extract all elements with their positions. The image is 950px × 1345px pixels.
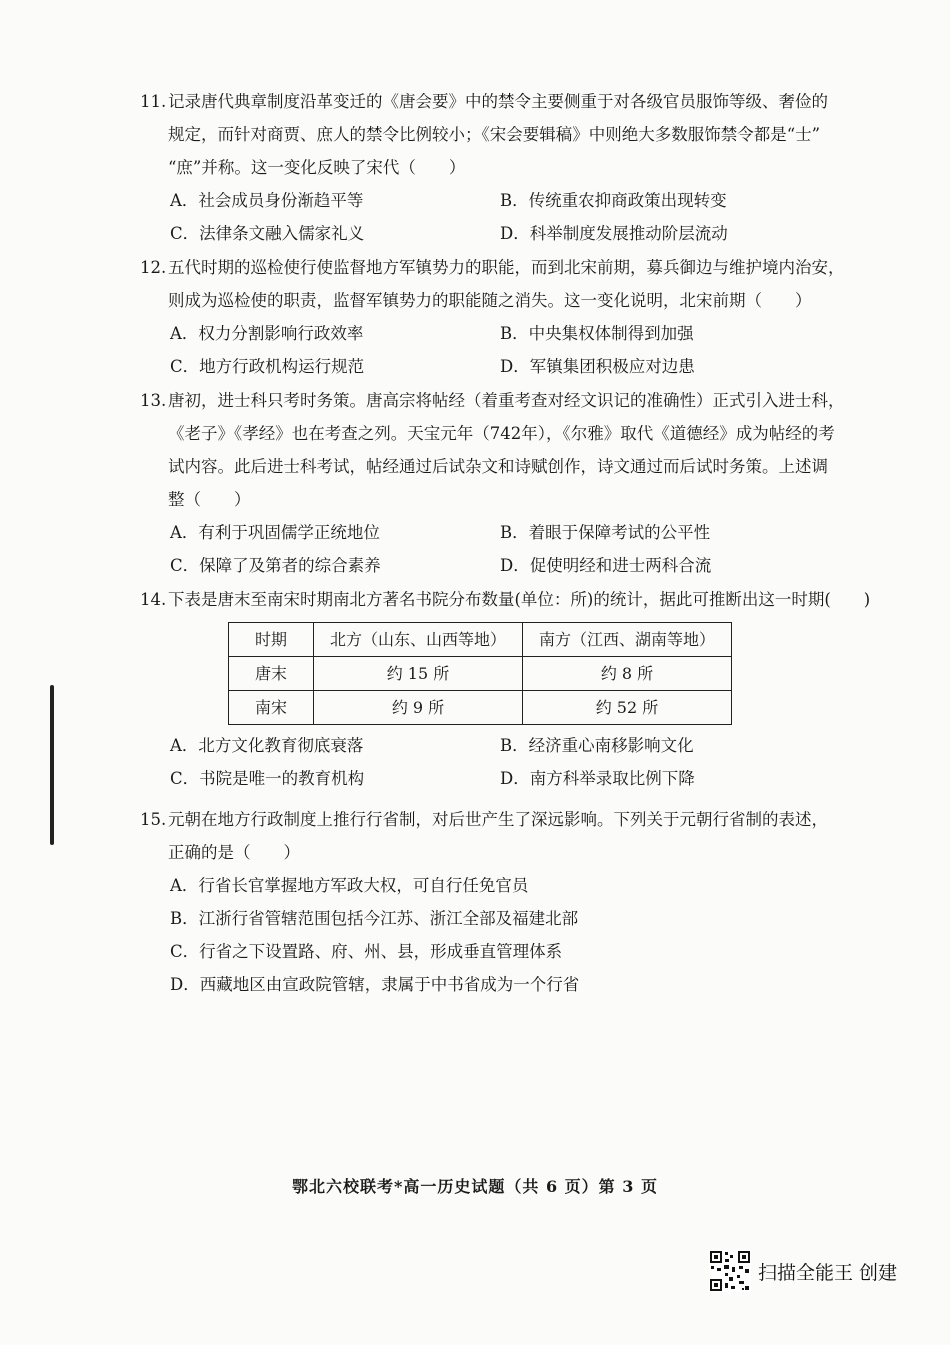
table-cell: 约 15 所: [314, 657, 523, 691]
option-a: A．权力分割影响行政效率: [170, 324, 364, 343]
option-d: D．促使明经和进士两科合流: [500, 556, 712, 575]
table-header-cell: 北方（山东、山西等地）: [314, 623, 523, 657]
option-c: C．地方行政机构运行规范: [170, 357, 365, 376]
academy-distribution-table: [228, 622, 732, 725]
question-number: 15.: [140, 810, 167, 829]
table-cell: 约 9 所: [314, 691, 523, 725]
question-text-line: 则成为巡检使的职责，监督军镇势力的职能随之消失。这一变化说明，北宋前期（ ）: [168, 291, 812, 310]
option-c: C．书院是唯一的教育机构: [170, 769, 365, 788]
option-b: B．着眼于保障考试的公平性: [500, 523, 711, 542]
table-header-cell: 时期: [229, 623, 314, 657]
question-text-line: 规定，而针对商贾、庶人的禁令比例较小；《宋会要辑稿》中则绝大多数服饰禁令都是“士”: [168, 125, 821, 144]
question-number: 12.: [140, 258, 167, 277]
question-14: [140, 583, 871, 795]
question-text-line: 五代时期的巡检使行使监督地方军镇势力的职能，而到北宋前期，募兵御边与维护境内治安，: [168, 258, 845, 277]
option-a: A．有利于巩固儒学正统地位: [170, 523, 380, 542]
question-13: [140, 384, 845, 582]
option-d: D．科举制度发展推动阶层流动: [500, 224, 728, 243]
option-a: A．行省长官掌握地方军政大权，可自行任免官员: [170, 876, 529, 895]
table-row: [229, 691, 732, 725]
option-d: D．军镇集团积极应对边患: [500, 357, 695, 376]
option-b: B．传统重农抑商政策出现转变: [500, 191, 727, 210]
question-number: 13.: [140, 391, 167, 410]
option-d: D．南方科举录取比例下降: [500, 769, 695, 788]
page-footer: 鄂北六校联考*高一历史试题（共 6 页）第 3 页: [292, 1177, 658, 1196]
option-a: A．社会成员身份渐趋平等: [170, 191, 364, 210]
table-cell: 约 52 所: [523, 691, 732, 725]
option-c: C．保障了及第者的综合素养: [170, 556, 381, 575]
table-cell: 南宋: [229, 691, 314, 725]
table-cell: 约 8 所: [523, 657, 732, 691]
question-text-line: 《老子》《孝经》也在考查之列。天宝元年（742年），《尔雅》取代《道德经》成为帖经的考: [168, 424, 835, 443]
option-a: A．北方文化教育彻底衰落: [170, 736, 364, 755]
option-b: B．江浙行省管辖范围包括今江苏、浙江全部及福建北部: [170, 909, 579, 928]
qr-code-icon: [709, 1250, 751, 1292]
question-11: [140, 85, 840, 250]
question-text-line: 唐初，进士科只考时务策。唐高宗将帖经（着重考查对经文识记的准确性）正式引入进士科，: [168, 391, 845, 410]
option-c: C．法律条文融入儒家礼义: [170, 224, 365, 243]
option-c: C．行省之下设置路、府、州、县，形成垂直管理体系: [170, 942, 563, 961]
question-text-line: 正确的是（ ）: [168, 843, 300, 862]
question-number: 14.: [140, 590, 167, 609]
scan-edge-mark: [50, 685, 54, 845]
question-text-line: 元朝在地方行政制度上推行行省制，对后世产生了深远影响。下列关于元朝行省制的表述，: [168, 810, 828, 829]
question-text-line: 下表是唐末至南宋时期南北方著名书院分布数量(单位：所)的统计，据此可推断出这一时期( ): [168, 590, 871, 609]
question-text-line: 记录唐代典章制度沿革变迁的《唐会要》中的禁令主要侧重于对各级官员服饰等级、奢俭的: [168, 92, 828, 111]
scanner-watermark-text: 扫描全能王 创建: [758, 1262, 898, 1284]
question-number: 11.: [140, 92, 167, 111]
question-text-line: “庶”并称。这一变化反映了宋代（ ）: [168, 158, 466, 177]
table-header-row: [229, 623, 732, 657]
question-12: [140, 251, 845, 383]
table-row: [229, 657, 732, 691]
option-b: B．中央集权体制得到加强: [500, 324, 694, 343]
table-header-cell: 南方（江西、湖南等地）: [523, 623, 732, 657]
question-15: [140, 803, 840, 1001]
option-d: D．西藏地区由宣政院管辖，隶属于中书省成为一个行省: [170, 975, 580, 994]
table-cell: 唐末: [229, 657, 314, 691]
option-b: B．经济重心南移影响文化: [500, 736, 694, 755]
question-text-line: 整（ ）: [168, 490, 251, 509]
question-text-line: 试内容。此后进士科考试，帖经通过后试杂文和诗赋创作，诗文通过而后试时务策。上述调: [168, 457, 828, 476]
